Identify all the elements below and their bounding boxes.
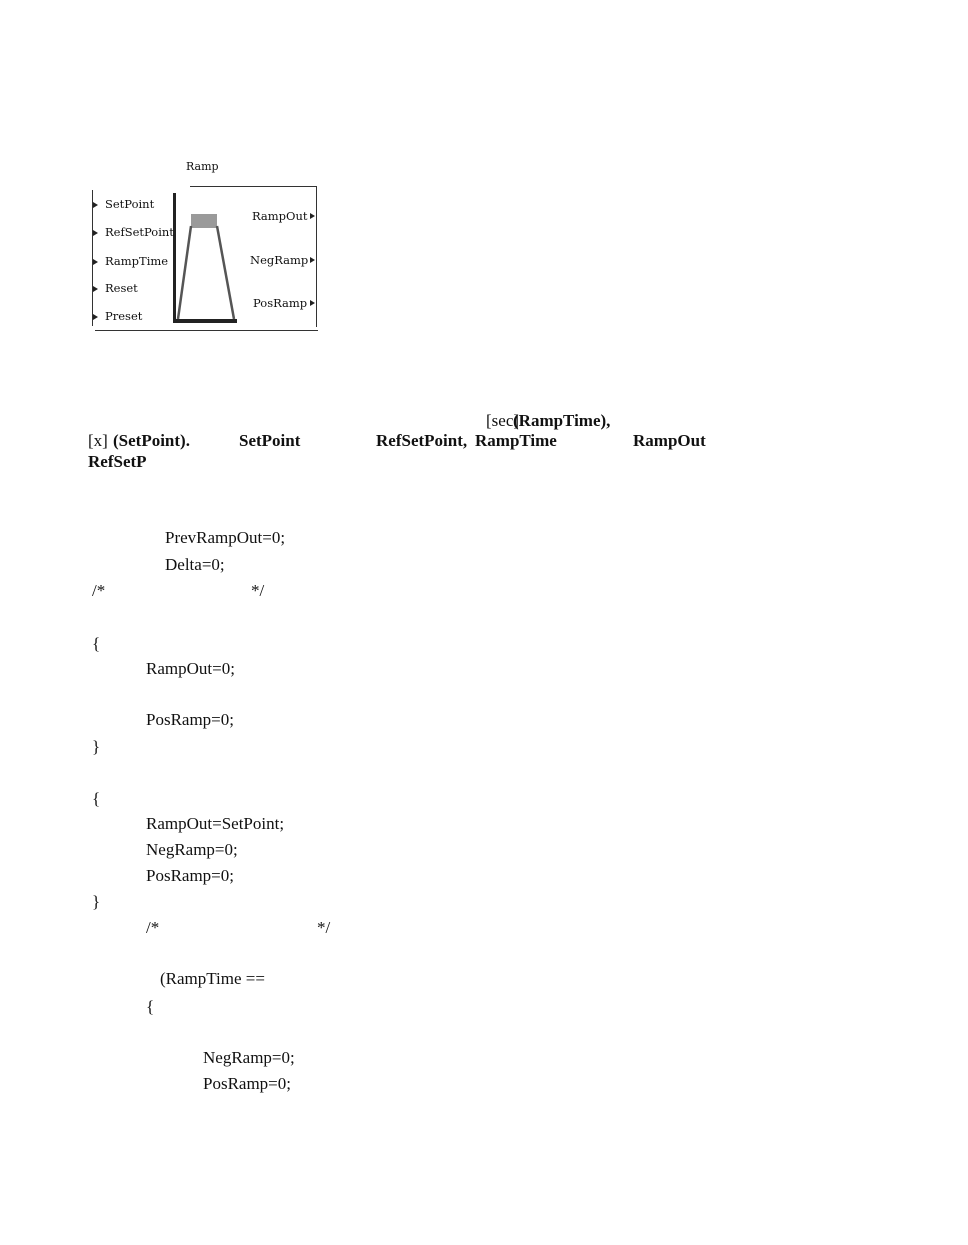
code-line: Delta=0; [165,555,225,574]
text-fragment-bold: RefSetP [88,452,147,471]
output-port-negramp: NegRamp [250,253,309,267]
output-arrow-icon [310,300,315,306]
text-fragment: [sec] [486,411,520,430]
brace-close: } [92,892,101,911]
ramp-rising-edge [178,226,191,319]
input-port-refsetpoint: RefSetPoint [105,225,174,239]
code-line: PrevRampOut=0; [165,528,286,547]
block-frame-right [316,186,317,327]
input-port-ramptime: RampTime [105,254,169,268]
code-line: PosRamp=0; [146,866,234,885]
block-title: Ramp [186,160,219,173]
brace-open: { [146,997,155,1016]
code-line: (RampTime == [160,969,265,988]
input-port-preset: Preset [105,309,143,323]
code-line: NegRamp=0; [146,840,238,859]
text-fragment-bold: SetPoint [239,431,301,450]
ramp-falling-edge [217,226,234,319]
output-port-posramp: PosRamp [253,296,308,310]
text-fragment-bold: RampTime [475,431,557,450]
code-line: PosRamp=0; [146,710,234,729]
output-arrow-icon [310,257,315,263]
input-port-setpoint: SetPoint [105,197,155,211]
code-line: PosRamp=0; [203,1074,291,1093]
text-fragment: [x] [88,431,108,450]
code-line: RampOut=0; [146,659,235,678]
input-port-reset: Reset [105,281,138,295]
comment-close: */ [317,918,331,937]
ramp-trapezoid-icon [176,212,240,322]
output-arrow-icon [310,213,315,219]
brace-open: { [92,634,101,653]
input-arrow-icon [93,259,98,265]
text-fragment-bold: (RampTime), [513,411,611,430]
input-arrow-icon [93,286,98,292]
code-line: RampOut=SetPoint; [146,814,285,833]
comment-close: */ [251,581,265,600]
block-frame-bottom [95,330,318,331]
text-fragment-bold: RampOut [633,431,706,450]
brace-open: { [92,789,101,808]
block-frame-top [190,186,317,187]
comment-open: /* [92,581,106,600]
brace-close: } [92,737,101,756]
text-fragment-bold: RefSetPoint, [376,431,468,450]
output-port-rampout: RampOut [252,209,308,223]
comment-open: /* [146,918,160,937]
text-fragment-bold: (SetPoint). [113,431,190,450]
input-arrow-icon [93,230,98,236]
input-arrow-icon [93,202,98,208]
input-arrow-icon [93,314,98,320]
ramp-plateau [191,214,217,228]
code-line: NegRamp=0; [203,1048,295,1067]
block-frame-left [92,190,93,326]
